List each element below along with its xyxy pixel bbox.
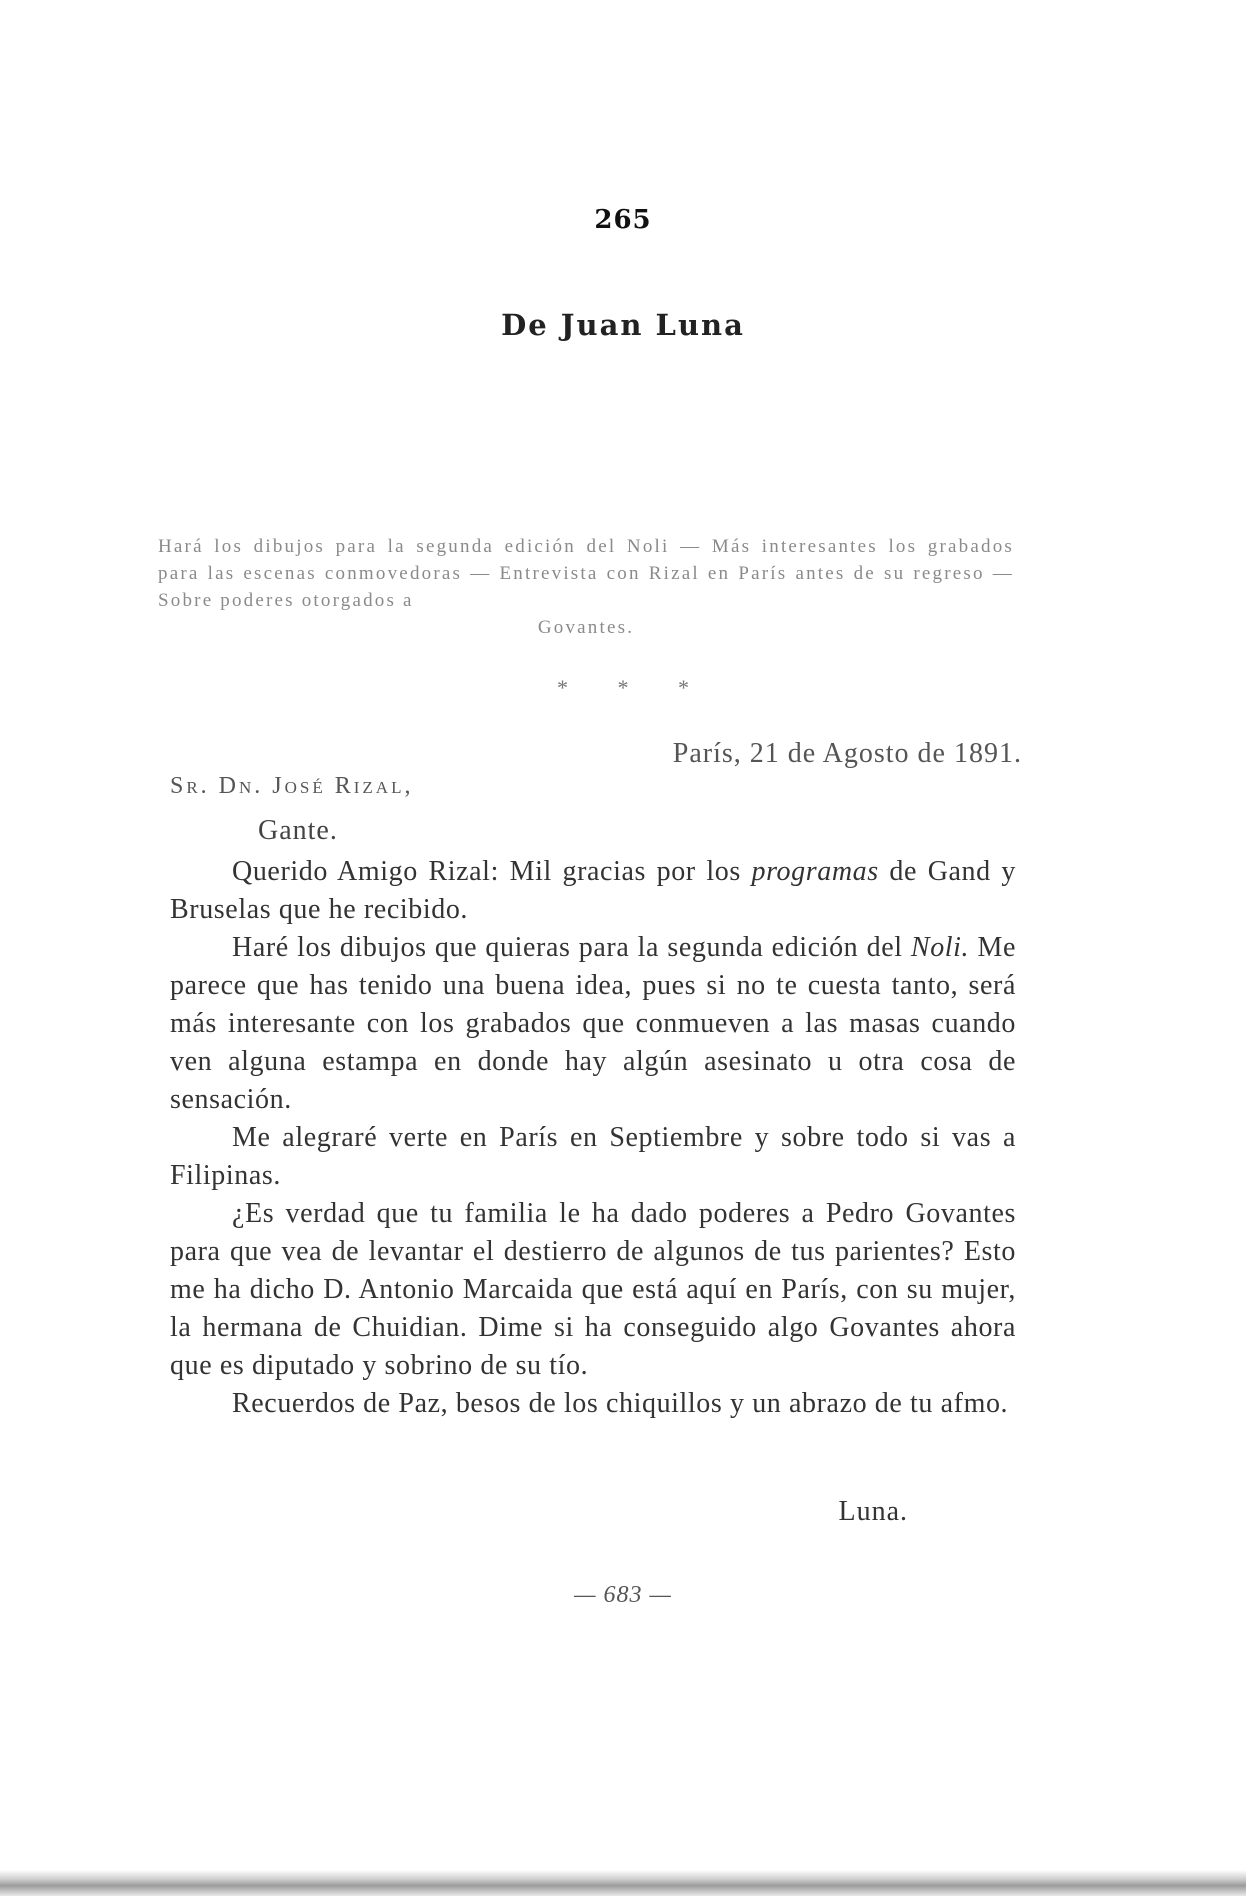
page-number: — 683 — [574,1582,672,1608]
letter-number: 265 [594,205,652,235]
paragraph: Haré los dibujos que quieras para la segunda edición del Noli. Me parece que has tenido una buena idea, pues si no te cuesta tanto, será más interesante con los grabados que conmueven a las masas cuando ven alguna estampa en donde hay algún asesinato u otra cosa de sensación. [170,932,1016,1115]
separator-star: * [678,675,689,700]
summary-last-line: Govantes. [537,617,635,638]
section-separator [0,675,1246,701]
recipient-city: Gante. [258,815,338,846]
summary-text: Hará los dibujos para la segunda edición del Noli — Más interesantes los grabados para las escenas conmovedoras — Entrevista con Rizal en París antes de su regreso — Sobre poderes otorgados a [158,536,1014,611]
letter-heading: De Juan Luna [501,308,745,342]
paragraph: Recuerdos de Paz, besos de los chiquillos y un abrazo de tu afmo. [232,1388,1009,1419]
paragraph: Me alegraré verte en París en Septiembre y sobre todo si vas a Filipinas. [170,1122,1016,1191]
recipient: Sr. Dn. José Rizal, [170,773,414,799]
separator-star: * [557,675,568,700]
italic-word: Noli. [910,932,970,963]
italic-word: programas [751,856,879,887]
paragraph: Querido Amigo Rizal: Mil gracias por los programas de Gand y Bruselas que he recibido. [170,856,1016,925]
paragraph: ¿Es verdad que tu familia le ha dado poderes a Pedro Govantes para que vea de levantar el destierro de algunos de tus parientes? Esto me ha dicho D. Antonio Marcaida que está aquí en París, con su mujer, la hermana de Chuidian. Dime si ha conseguido algo Govantes ahora que es diputado y sobrino de su tío. [170,1198,1016,1381]
dateline: París, 21 de Agosto de 1891. [672,738,1022,769]
separator-star: * [617,675,629,700]
letter-summary [158,533,1014,641]
signature: Luna. [838,1496,908,1527]
page-bottom-edge [0,1870,1246,1896]
letter-body [170,853,1016,1423]
